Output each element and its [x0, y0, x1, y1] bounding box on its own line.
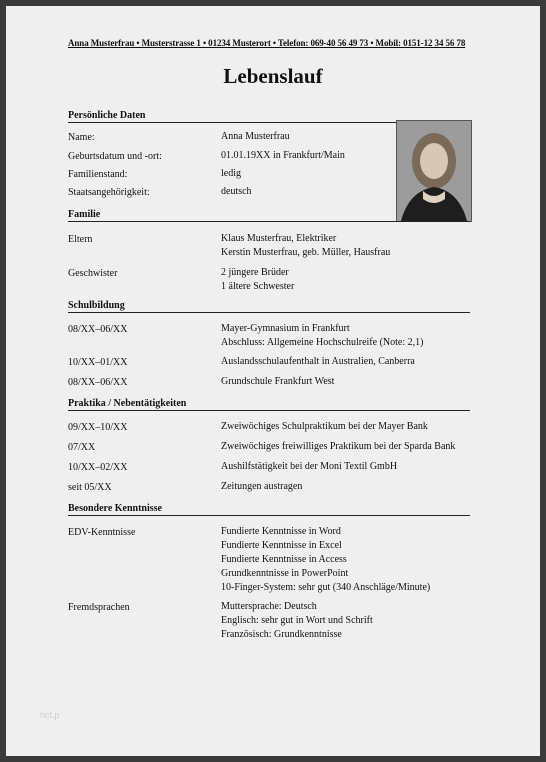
- watermark-text: hct.p: [40, 710, 60, 720]
- internship-label: seit 05/XX: [68, 482, 112, 493]
- section-heading-school: Schulbildung: [68, 300, 470, 313]
- school-value-line: Mayer-Gymnasium in Frankfurt: [221, 323, 350, 334]
- family-value: [221, 232, 390, 260]
- personal-value: Anna Musterfrau: [221, 131, 290, 142]
- internship-value: Zweiwöchiges Schulpraktikum bei der Mayer Bank: [221, 421, 428, 432]
- contact-header: Anna Musterfrau • Musterstrasse 1 • 01234 Musterort • Telefon: 069-40 56 49 73 • Mobil: 0151-12 34 56 78: [68, 38, 466, 48]
- school-value: [221, 322, 423, 350]
- skills-value-line: Muttersprache: Deutsch: [221, 601, 317, 612]
- skills-value-line: Französisch: Grundkenntnisse: [221, 629, 342, 640]
- school-value-line: Abschluss: Allgemeine Hochschulreife (Note: 2,1): [221, 337, 424, 348]
- family-value-line: Kerstin Musterfrau, geb. Müller, Hausfrau: [221, 247, 391, 258]
- school-label: 10/XX–01/XX: [68, 357, 128, 368]
- skills-value-line: Fundierte Kenntnisse in Excel: [221, 540, 342, 551]
- section-heading-personal: Persönliche Daten: [68, 110, 470, 123]
- section-heading-internships: Praktika / Nebentätigkeiten: [68, 398, 470, 411]
- family-label: Geschwister: [68, 268, 118, 279]
- resume-page: [6, 6, 540, 756]
- skills-value-line: 10-Finger-System: sehr gut (340 Anschläge/Minute): [221, 582, 431, 593]
- family-value: [221, 266, 294, 294]
- school-value: Grundschule Frankfurt West: [221, 376, 335, 387]
- internship-value: Aushilfstätigkeit bei der Moni Textil GmbH: [221, 461, 398, 472]
- personal-label: Geburtsdatum und -ort:: [68, 151, 162, 162]
- school-label: 08/XX–06/XX: [68, 324, 128, 335]
- internship-value: Zeitungen austragen: [221, 481, 303, 492]
- family-value-line: Klaus Musterfrau, Elektriker: [221, 233, 337, 244]
- skills-value: [221, 600, 373, 642]
- skills-value: [221, 525, 430, 595]
- school-value: Auslandsschulaufenthalt in Australien, Canberra: [221, 356, 415, 367]
- skills-value-line: Englisch: sehr gut in Wort und Schrift: [221, 615, 373, 626]
- family-label: Eltern: [68, 234, 93, 245]
- section-heading-skills: Besondere Kenntnisse: [68, 503, 470, 516]
- skills-value-line: Grundkenntnisse in PowerPoint: [221, 568, 349, 579]
- page-title: Lebenslauf: [223, 64, 323, 88]
- skills-label: EDV-Kenntnisse: [68, 527, 136, 538]
- internship-value: Zweiwöchiges freiwilliges Praktikum bei der Sparda Bank: [221, 441, 456, 452]
- family-value-line: 1 ältere Schwester: [221, 281, 295, 292]
- personal-value: 01.01.19XX in Frankfurt/Main: [221, 150, 345, 161]
- personal-value: ledig: [221, 168, 241, 179]
- personal-label: Familienstand:: [68, 169, 128, 180]
- internship-label: 10/XX–02/XX: [68, 462, 128, 473]
- portrait-image: [397, 121, 471, 221]
- skills-label: Fremdsprachen: [68, 602, 130, 613]
- skills-value-line: Fundierte Kenntnisse in Word: [221, 526, 341, 537]
- school-label: 08/XX–06/XX: [68, 377, 128, 388]
- internship-label: 09/XX–10/XX: [68, 422, 128, 433]
- section-heading-family: Familie: [68, 209, 470, 222]
- internship-label: 07/XX: [68, 442, 96, 453]
- family-value-line: 2 jüngere Brüder: [221, 267, 289, 278]
- personal-label: Name:: [68, 132, 95, 143]
- personal-label: Staatsangehörigkeit:: [68, 187, 150, 198]
- portrait-photo: [396, 120, 472, 222]
- personal-value: deutsch: [221, 186, 252, 197]
- skills-value-line: Fundierte Kenntnisse in Access: [221, 554, 347, 565]
